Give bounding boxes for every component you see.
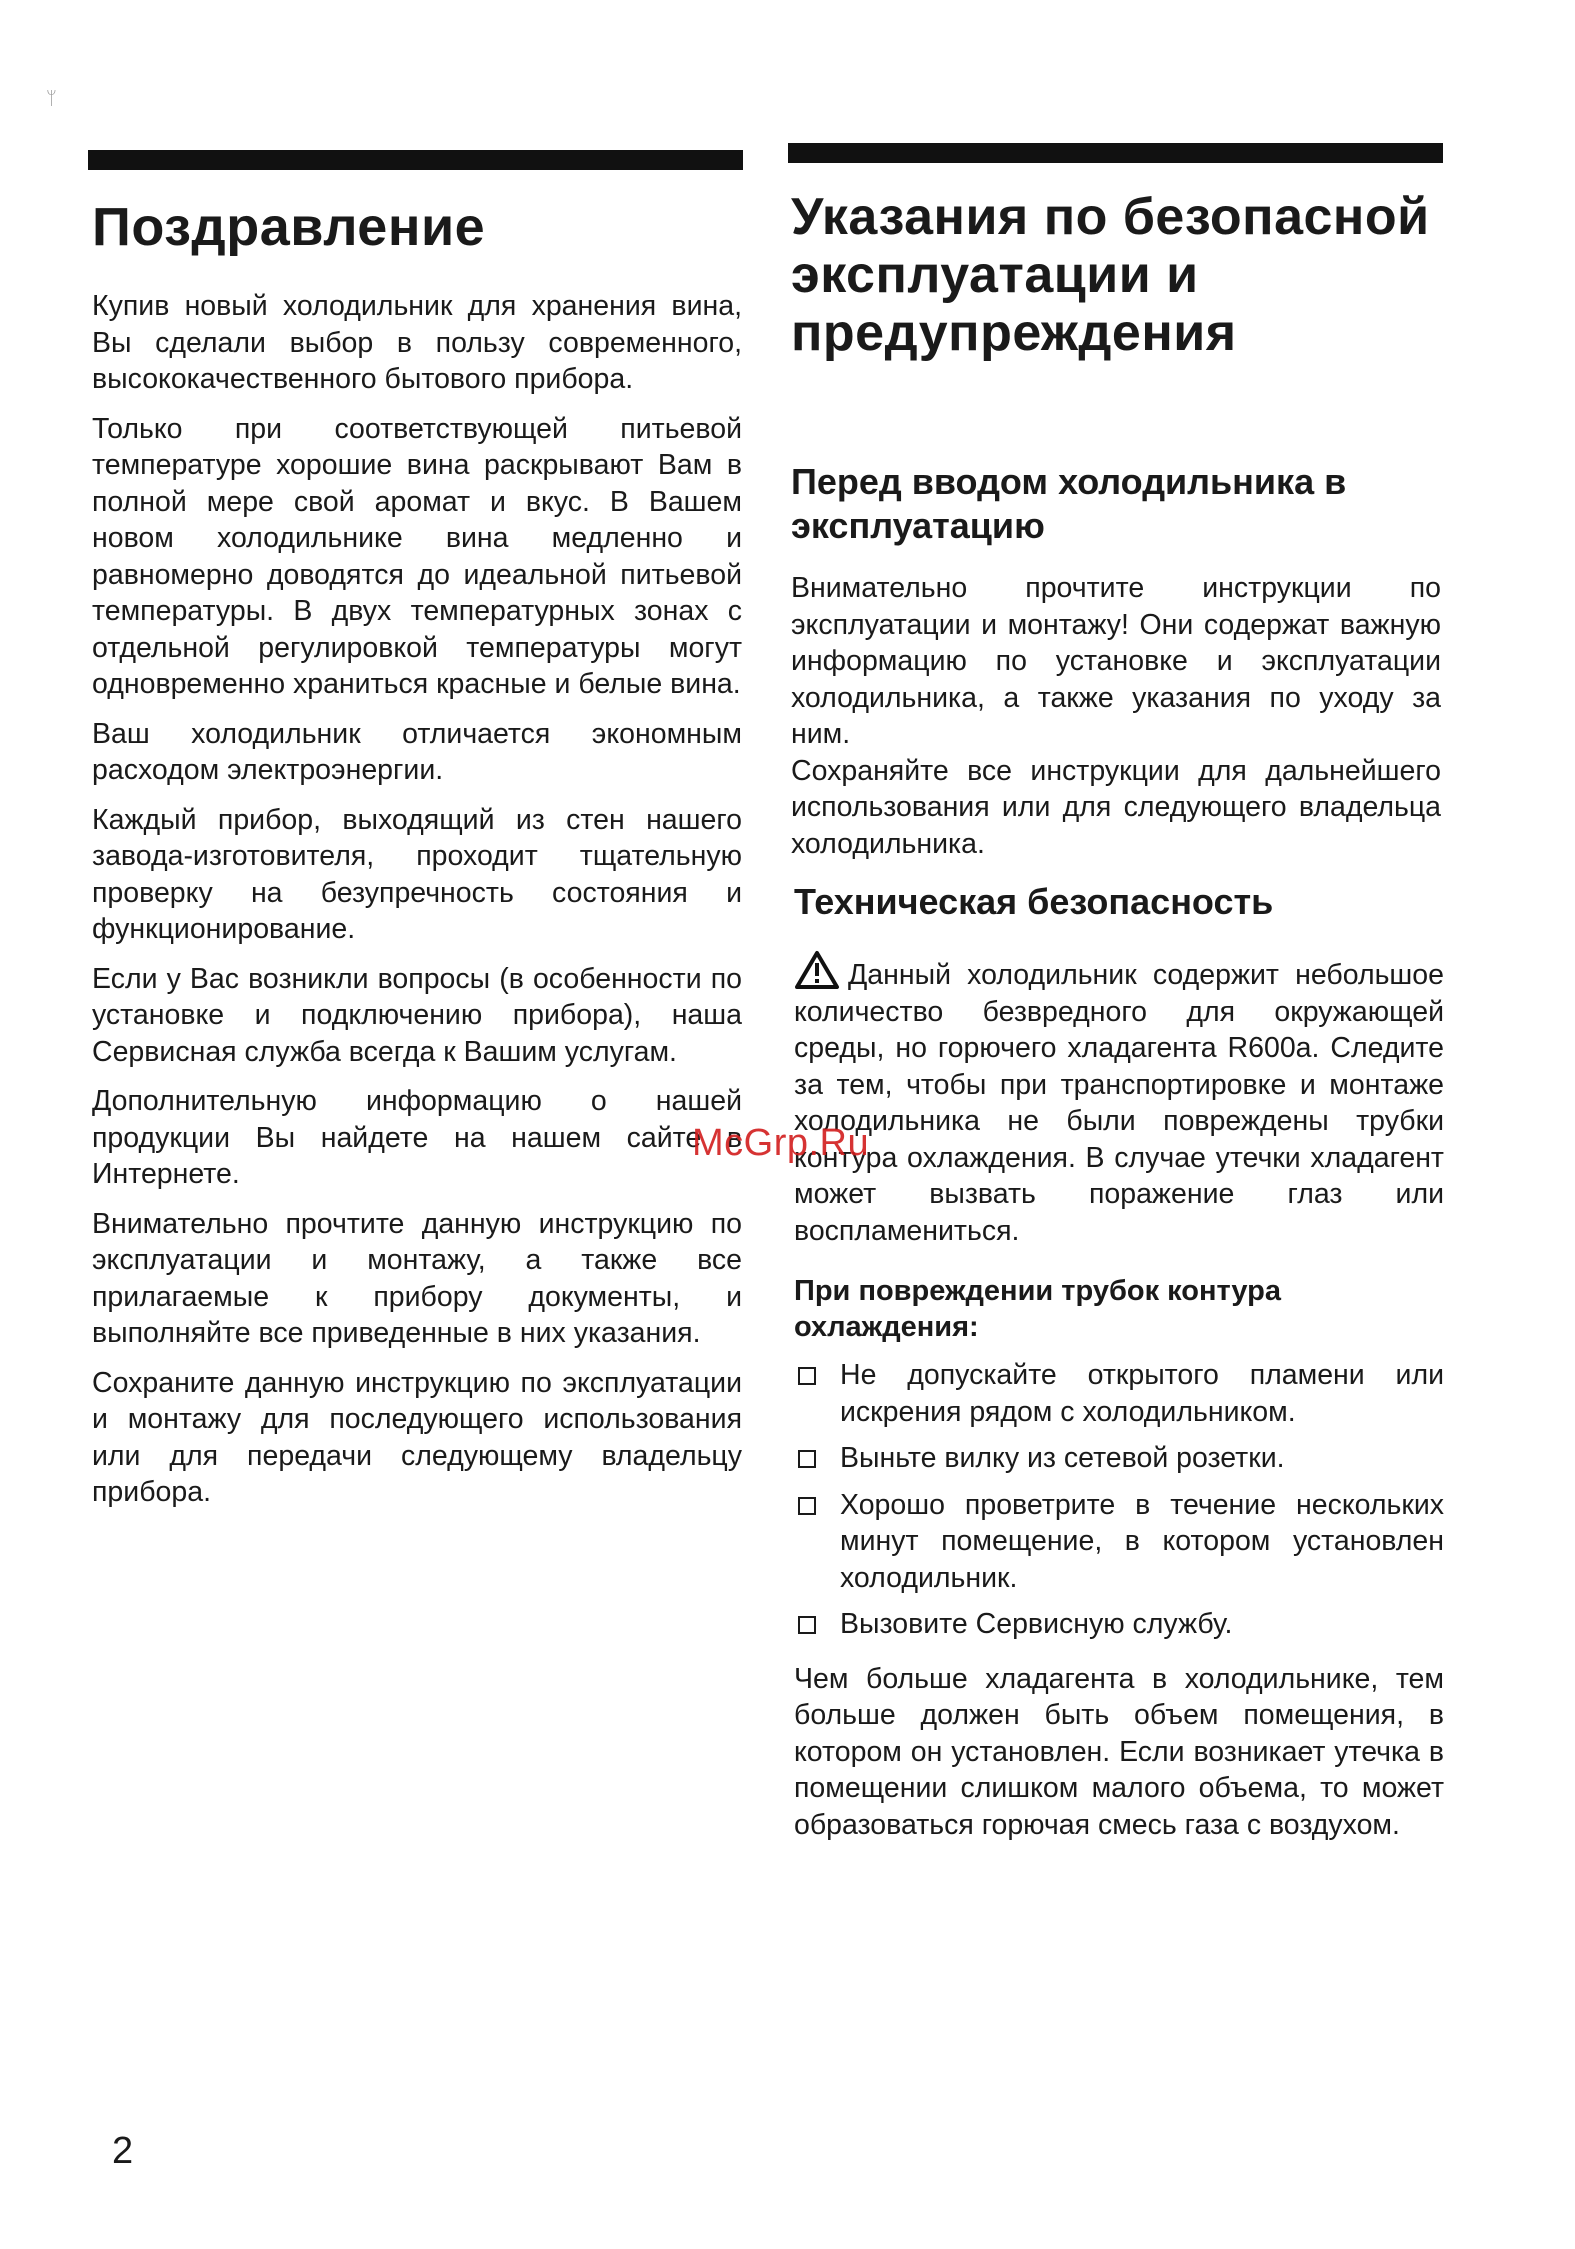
congratulations-body xyxy=(92,288,742,1524)
list-item xyxy=(794,1487,1444,1597)
scan-corner-mark: ᛘ xyxy=(46,88,57,108)
list-item-text: Хорошо проветрите в течение нескольких минут помещение, в котором установлен холодильник. xyxy=(840,1488,1444,1594)
paragraph: Внимательно прочтите данную инструкцию по эксплуатации и монтажу, а также все прилагаемые к прибору документы, и выполняйте все приведенные в них указания. xyxy=(92,1207,742,1349)
list-item-text: Выньте вилку из сетевой розетки. xyxy=(840,1442,1285,1474)
list-item-text: Не допускайте открытого пламени или искрения рядом с холодильником. xyxy=(840,1359,1444,1428)
closing-paragraph: Чем больше хладагента в холодильнике, тем больше должен быть объем помещения, в котором он установлен. Если возникает утечка в помещении слишком малого объема, то может образоваться горючая смесь газа с воздухом. xyxy=(794,1662,1444,1841)
page-number: 2 xyxy=(112,2130,134,2172)
paragraph: Только при соответствующей питьевой температуре хорошие вина раскрывают Вам в полной мере свой аромат и вкус. В Вашем новом холодильнике вина медленно и равномерно доводятся до идеальной питьевой температуры. В двух температурных зонах с отдельной регулировкой температуры могут одновременно храниться красные и белые вина. xyxy=(92,412,742,700)
left-top-rule xyxy=(88,150,743,170)
warning-paragraph xyxy=(794,950,1444,1249)
warning-text: Данный холодильник содержит небольшое количество безвредного для окружающей среды, но горючего хладагента R600a. Следите за тем, чтобы при транспортировке и монтаже холодильника не были повреждены трубки контура охлаждения. В случае утечки хладагент может вызвать поражение глаз или воспламениться. xyxy=(794,959,1444,1247)
list-item-text: Вызовите Сервисную службу. xyxy=(840,1608,1233,1640)
list-item xyxy=(794,1440,1444,1477)
technical-safety-heading: Техническая безопасность xyxy=(794,881,1274,922)
watermark: McGrp.Ru xyxy=(692,1122,870,1164)
before-use-section xyxy=(791,460,1441,862)
paragraph: Если у Вас возникли вопросы (в особенности по установке и подключению прибора), наша Сервисная служба всегда к Вашим услугам. xyxy=(92,962,742,1068)
before-use-heading: Перед вводом холодильника в эксплуатацию xyxy=(791,461,1347,546)
damage-subheading: При повреждении трубок контура охлаждения: xyxy=(794,1275,1282,1343)
paragraph: Сохраните данную инструкцию по эксплуатации и монтажу для последующего использования или для передачи следующему владельцу прибора. xyxy=(92,1366,742,1508)
checkbox-square-icon xyxy=(798,1497,816,1515)
list-item xyxy=(794,1606,1444,1643)
paragraph: Купив новый холодильник для хранения вина, Вы сделали выбор в пользу современного, высококачественного бытового прибора. xyxy=(92,290,742,395)
checkbox-square-icon xyxy=(798,1616,816,1634)
right-top-rule xyxy=(788,143,1443,163)
warning-triangle-icon xyxy=(794,950,840,990)
technical-safety-section xyxy=(794,880,1444,1843)
safety-title: Указания по безопасной эксплуатации и предупреждения xyxy=(791,188,1430,362)
checkbox-square-icon xyxy=(798,1450,816,1468)
paragraph: Внимательно прочтите инструкции по эксплуатации и монтажу! Они содержат важную информацию по установке и эксплуатации холодильника, а также указания по уходу за ним. xyxy=(791,572,1441,750)
paragraph: Каждый прибор, выходящий из стен нашего завода-изготовителя, проходит тщательную проверку на безупречность состояния и функционирование. xyxy=(92,803,742,945)
damage-checklist xyxy=(794,1357,1444,1643)
paragraph: Сохраняйте все инструкции для дальнейшего использования или для следующего владельца холодильника. xyxy=(791,754,1441,860)
checkbox-square-icon xyxy=(798,1367,816,1385)
list-item xyxy=(794,1357,1444,1430)
paragraph: Ваш холодильник отличается экономным расходом электроэнергии. xyxy=(92,717,742,786)
paragraph: Дополнительную информацию о нашей продукции Вы найдете на нашем сайте в Интернете. xyxy=(92,1085,742,1190)
congratulations-title: Поздравление xyxy=(92,197,486,257)
